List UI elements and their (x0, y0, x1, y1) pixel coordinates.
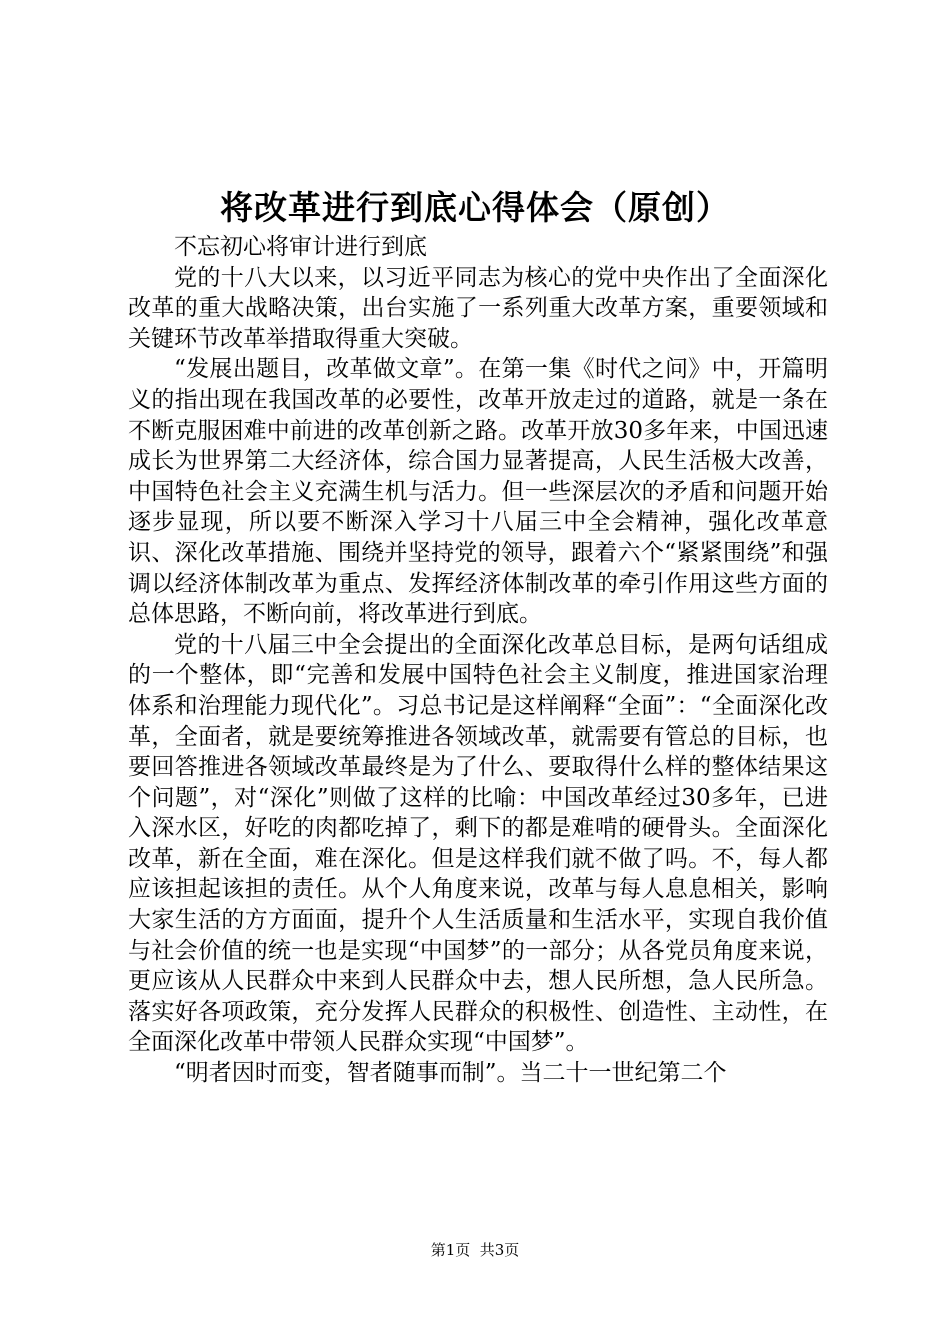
body-paragraph: 党的十八大以来，以习近平同志为核心的党中央作出了全面深化改革的重大战略决策，出台实施了一系列重大改革方案，重要领域和关键环节改革举措取得重大突破。 (128, 264, 828, 352)
document-title: 将改革进行到底心得体会（原创） (220, 188, 730, 227)
page-number: 第1页 共3页 (430, 1241, 520, 1259)
body-paragraph: “发展出题目，改革做文章”。在第一集《时代之问》中，开篇明义的指出现在我国改革的必要性，改革开放走过的道路，就是一条在不断克服困难中前进的改革创新之路。改革开放30多年来，中国迅速成长为世界第二大经济体，综合国力显著提高，人民生活极大改善，中国特色社会主义充满生机与活力。但一些深层次的矛盾和问题开始逐步显现，所以要不断深入学习十八届三中全会精神，强化改革意识、深化改革措施、围绕并坚持党的领导，跟着六个“紧紧围绕”和强调以经济体制改革为重点、发挥经济体制改革的牵引作用这些方面的总体思路，不断向前，将改革进行到底。 (128, 356, 828, 628)
page-footer (0, 1240, 950, 1260)
document-body (128, 232, 828, 1089)
body-paragraph: “明者因时而变，智者随事而制”。当二十一世纪第二个 (174, 1060, 727, 1087)
body-paragraph: 党的十八届三中全会提出的全面深化改革总目标，是两句话组成的一个整体，即“完善和发展中国特色社会主义制度，推进国家治理体系和治理能力现代化”。习总书记是这样阐释“全面”：“全面深化改革，全面者，就是要统筹推进各领域改革，就需要有管总的目标，也要回答推进各领域改革最终是为了什么、要取得什么样的整体结果这个问题”，对“深化”则做了这样的比喻：中国改革经过30多年，已进入深水区，好吃的肉都吃掉了，剩下的都是难啃的硬骨头。全面深化改革，新在全面，难在深化。但是这样我们就不做了吗。不，每人都应该担起该担的责任。从个人角度来说，改革与每人息息相关，影响大家生活的方方面面，提升个人生活质量和生活水平，实现自我价值与社会价值的统一也是实现“中国梦”的一部分；从各党员角度来说，更应该从人民群众中来到人民群众中去，想人民所想，急人民所急。落实好各项政策，充分发挥人民群众的积极性、创造性、主动性，在全面深化改革中带领人民群众实现“中国梦”。 (128, 631, 828, 1056)
subtitle-paragraph: 不忘初心将审计进行到底 (174, 234, 427, 260)
